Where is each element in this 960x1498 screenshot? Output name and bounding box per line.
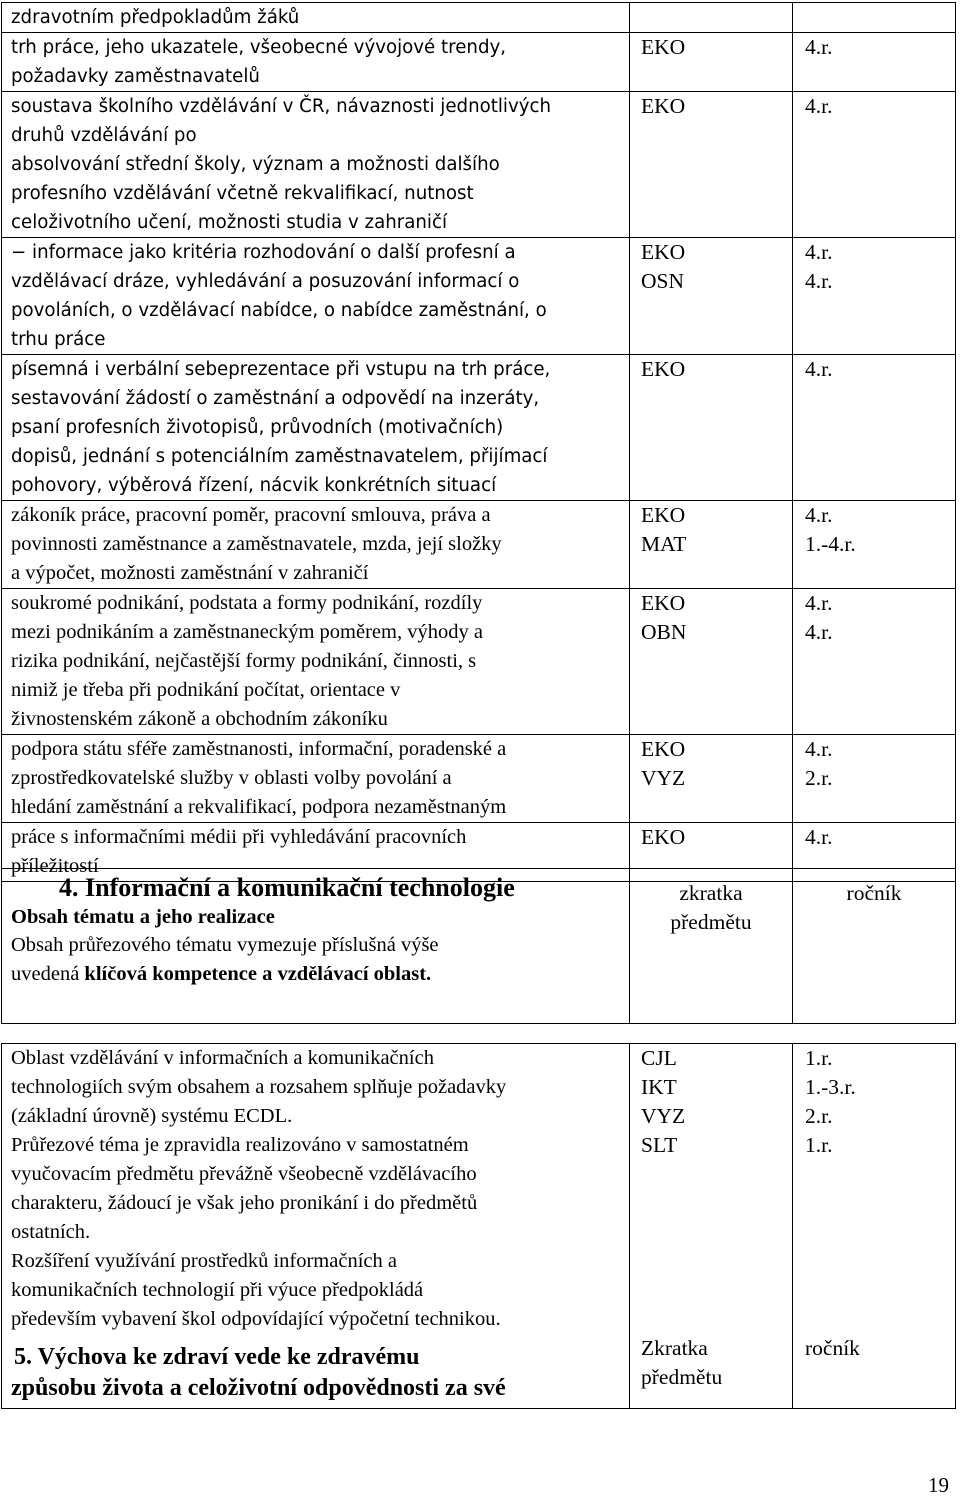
section5-heading: 5. Výchova ke zdraví vede ke zdravému [14,1344,420,1370]
subject-abbrev: VYZ [641,766,686,790]
header-text: Zkratka [641,1336,708,1360]
header-text: zkratka [679,881,743,905]
topic-line: a výpočet, možnosti zaměstnání v zahraničí [11,562,369,584]
subject-cell [630,735,793,823]
topic-line: psaní profesních životopisů, průvodních (motivačních) [11,417,504,438]
year-cell [793,589,956,735]
section4-intro-line [11,960,629,989]
section4-subheading: Obsah tématu a jeho realizace [11,906,275,928]
subject-abbrev: CJL [641,1046,677,1070]
intro-plain: uvedená [11,963,85,985]
topic-cell [2,501,630,589]
topic-line: zákoník práce, pracovní poměr, pracovní smlouva, práva a [11,504,491,526]
subject-abbrev: VYZ [641,1104,686,1128]
cross-curricular-table [1,2,956,882]
year-value: 1.-4.r. [805,532,856,556]
topic-line: soukromé podnikání, podstata a formy podnikání, rozdíly [11,592,483,614]
section4-body-line: Rozšíření využívání prostředků informačních a [11,1250,397,1272]
topic-line: nimiž je třeba při podnikání počítat, orientace v [11,679,401,701]
subject-abbrev: EKO [641,825,686,849]
subject-abbrev: SLT [641,1133,678,1157]
header-text: ročník [846,881,902,905]
subject-abbrev: MAT [641,532,687,556]
topic-line: práce s informačními médii při vyhledávání pracovních [11,826,467,848]
year-cell [793,501,956,589]
subject-cell [630,589,793,735]
year-value: 4.r. [805,35,833,59]
topic-line: absolvování střední školy, význam a možnosti dalšího [11,154,500,175]
subject-cell [630,501,793,589]
subject-abbrev: EKO [641,503,686,527]
table-row [2,92,956,238]
topic-line: povoláních, o vzdělávací nabídce, o nabídce zaměstnání, o [11,300,547,321]
year-value: 1.r. [805,1133,833,1157]
subject-abbrev-header [630,869,793,1024]
topic-line: příležitostí [11,855,99,877]
topic-line: mezi podnikáním a zaměstnaneckým poměrem, výhody a [11,621,483,643]
subject-abbrev: EKO [641,240,686,264]
year-value: 4.r. [805,825,833,849]
topic-line: trh práce, jeho ukazatele, všeobecné vývojové trendy, [11,37,507,58]
year-value: 2.r. [805,1104,833,1128]
intro-bold: klíčová kompetence a vzdělávací oblast. [84,963,432,985]
subject-abbrev: OSN [641,269,685,293]
section4-body-line: technologiích svým obsahem a rozsahem splňuje požadavky [11,1076,507,1098]
year-value: 1.-3.r. [805,1075,856,1099]
topic-cell [2,238,630,355]
subject-abbrev: EKO [641,357,686,381]
year-cell [793,238,956,355]
topic-line: pohovory, výběrová řízení, nácvik konkrétních situací [11,475,497,496]
header-text: předmětu [641,1365,723,1389]
year-header [793,869,956,1024]
table-row [2,355,956,501]
topic-line: rizika podnikání, nejčastější formy podnikání, činnosti, s [11,650,477,672]
year-cell [793,735,956,823]
year-value: 4.r. [805,357,833,381]
subject-cell [630,33,793,92]
topic-line: vzdělávací dráze, vyhledávání a posuzování informací o [11,271,520,292]
topic-cell [2,735,630,823]
section4-body-line: vyučovacím předmětu převážně všeobecně vzdělávacího [11,1163,477,1185]
section4-body-line: Průřezové téma je zpravidla realizováno v samostatném [11,1134,469,1156]
table-row [2,238,956,355]
table-row [2,735,956,823]
section4-header-table [1,868,956,1024]
year-cell [793,355,956,501]
section4-heading: 4. Informační a komunikační technologie [59,873,515,902]
header-text: předmětu [670,910,752,934]
subject-abbrev: EKO [641,94,686,118]
section4-body-line: charakteru, žádoucí je však jeho pronikání i do předmětů [11,1192,478,1214]
topic-cell [2,92,630,238]
topic-line: písemná i verbální sebeprezentace při vstupu na trh práce, [11,359,551,380]
table-row [2,3,956,33]
section4-title-cell [2,869,630,1024]
table-row [2,589,956,735]
topic-cell [2,3,630,33]
subject-cell [630,355,793,501]
year-cell [793,33,956,92]
subject-abbrev: EKO [641,737,686,761]
topic-cell [2,33,630,92]
year-value: 4.r. [805,737,833,761]
table-row [2,33,956,92]
topic-line: trhu práce [11,329,106,350]
section4-body-line: (základní úrovně) systému ECDL. [11,1105,293,1127]
topic-line: požadavky zaměstnavatelů [11,66,260,87]
topic-line: dopisů, jednání s potenciálním zaměstnavatelem, přijímací [11,446,548,467]
subject-cell [630,3,793,33]
section4-body-line: komunikačních technologií při výuce předpokládá [11,1279,424,1301]
year-value: 1.r. [805,1046,833,1070]
year-value: 4.r. [805,240,833,264]
year-value: 4.r. [805,591,833,615]
subject-abbrev: IKT [641,1075,677,1099]
year-value: 4.r. [805,620,833,644]
section5-heading: způsobu života a celoživotní odpovědnosti za své [11,1375,506,1401]
section4-body-cell [2,1044,630,1409]
topic-line: podpora státu sféře zaměstnanosti, informační, poradenské a [11,738,507,760]
header-text: ročník [805,1336,860,1360]
subject-abbrev: OBN [641,620,687,644]
subject-abbrev: EKO [641,591,686,615]
topic-line: profesního vzdělávání včetně rekvalifikací, nutnost [11,183,474,204]
topic-line: hledání zaměstnání a rekvalifikací, podpora nezaměstnaným [11,796,507,818]
section4-years-cell [793,1044,956,1409]
section4-intro-line: Obsah průřezového tématu vymezuje příslušná výše [11,934,439,956]
table-row [2,501,956,589]
section4-content-table [1,1043,956,1409]
topic-line: druhů vzdělávání po [11,125,197,146]
section4-subjects-cell [630,1044,793,1409]
topic-line: sestavování žádostí o zaměstnání a odpovědí na inzeráty, [11,388,540,409]
topic-cell [2,589,630,735]
year-value: 4.r. [805,269,833,293]
topic-line: celoživotního učení, možnosti studia v zahraničí [11,212,448,233]
subject-abbrev: EKO [641,35,686,59]
topic-line: zprostředkovatelské služby v oblasti volby povolání a [11,767,452,789]
section4-body-line: především vybavení škol odpovídající výpočetní technikou. [11,1308,501,1330]
year-cell [793,92,956,238]
topic-cell [2,355,630,501]
topic-line: − informace jako kritéria rozhodování o další profesní a [11,242,516,263]
subject-cell [630,238,793,355]
topic-line: zdravotním předpokladům žáků [11,7,300,28]
year-cell [793,3,956,33]
topic-line: živnostenském zákoně a obchodním zákoníku [11,708,388,730]
subject-cell [630,92,793,238]
year-value: 4.r. [805,503,833,527]
year-value: 4.r. [805,94,833,118]
section4-body-line: Oblast vzdělávání v informačních a komunikačních [11,1047,434,1069]
year-value: 2.r. [805,766,833,790]
page-number: 19 [928,1473,949,1497]
topic-line: soustava školního vzdělávání v ČR, návaznosti jednotlivých [11,96,552,117]
section4-body-line: ostatních. [11,1221,91,1243]
topic-line: povinnosti zaměstnance a zaměstnavatele, mzda, její složky [11,533,502,555]
